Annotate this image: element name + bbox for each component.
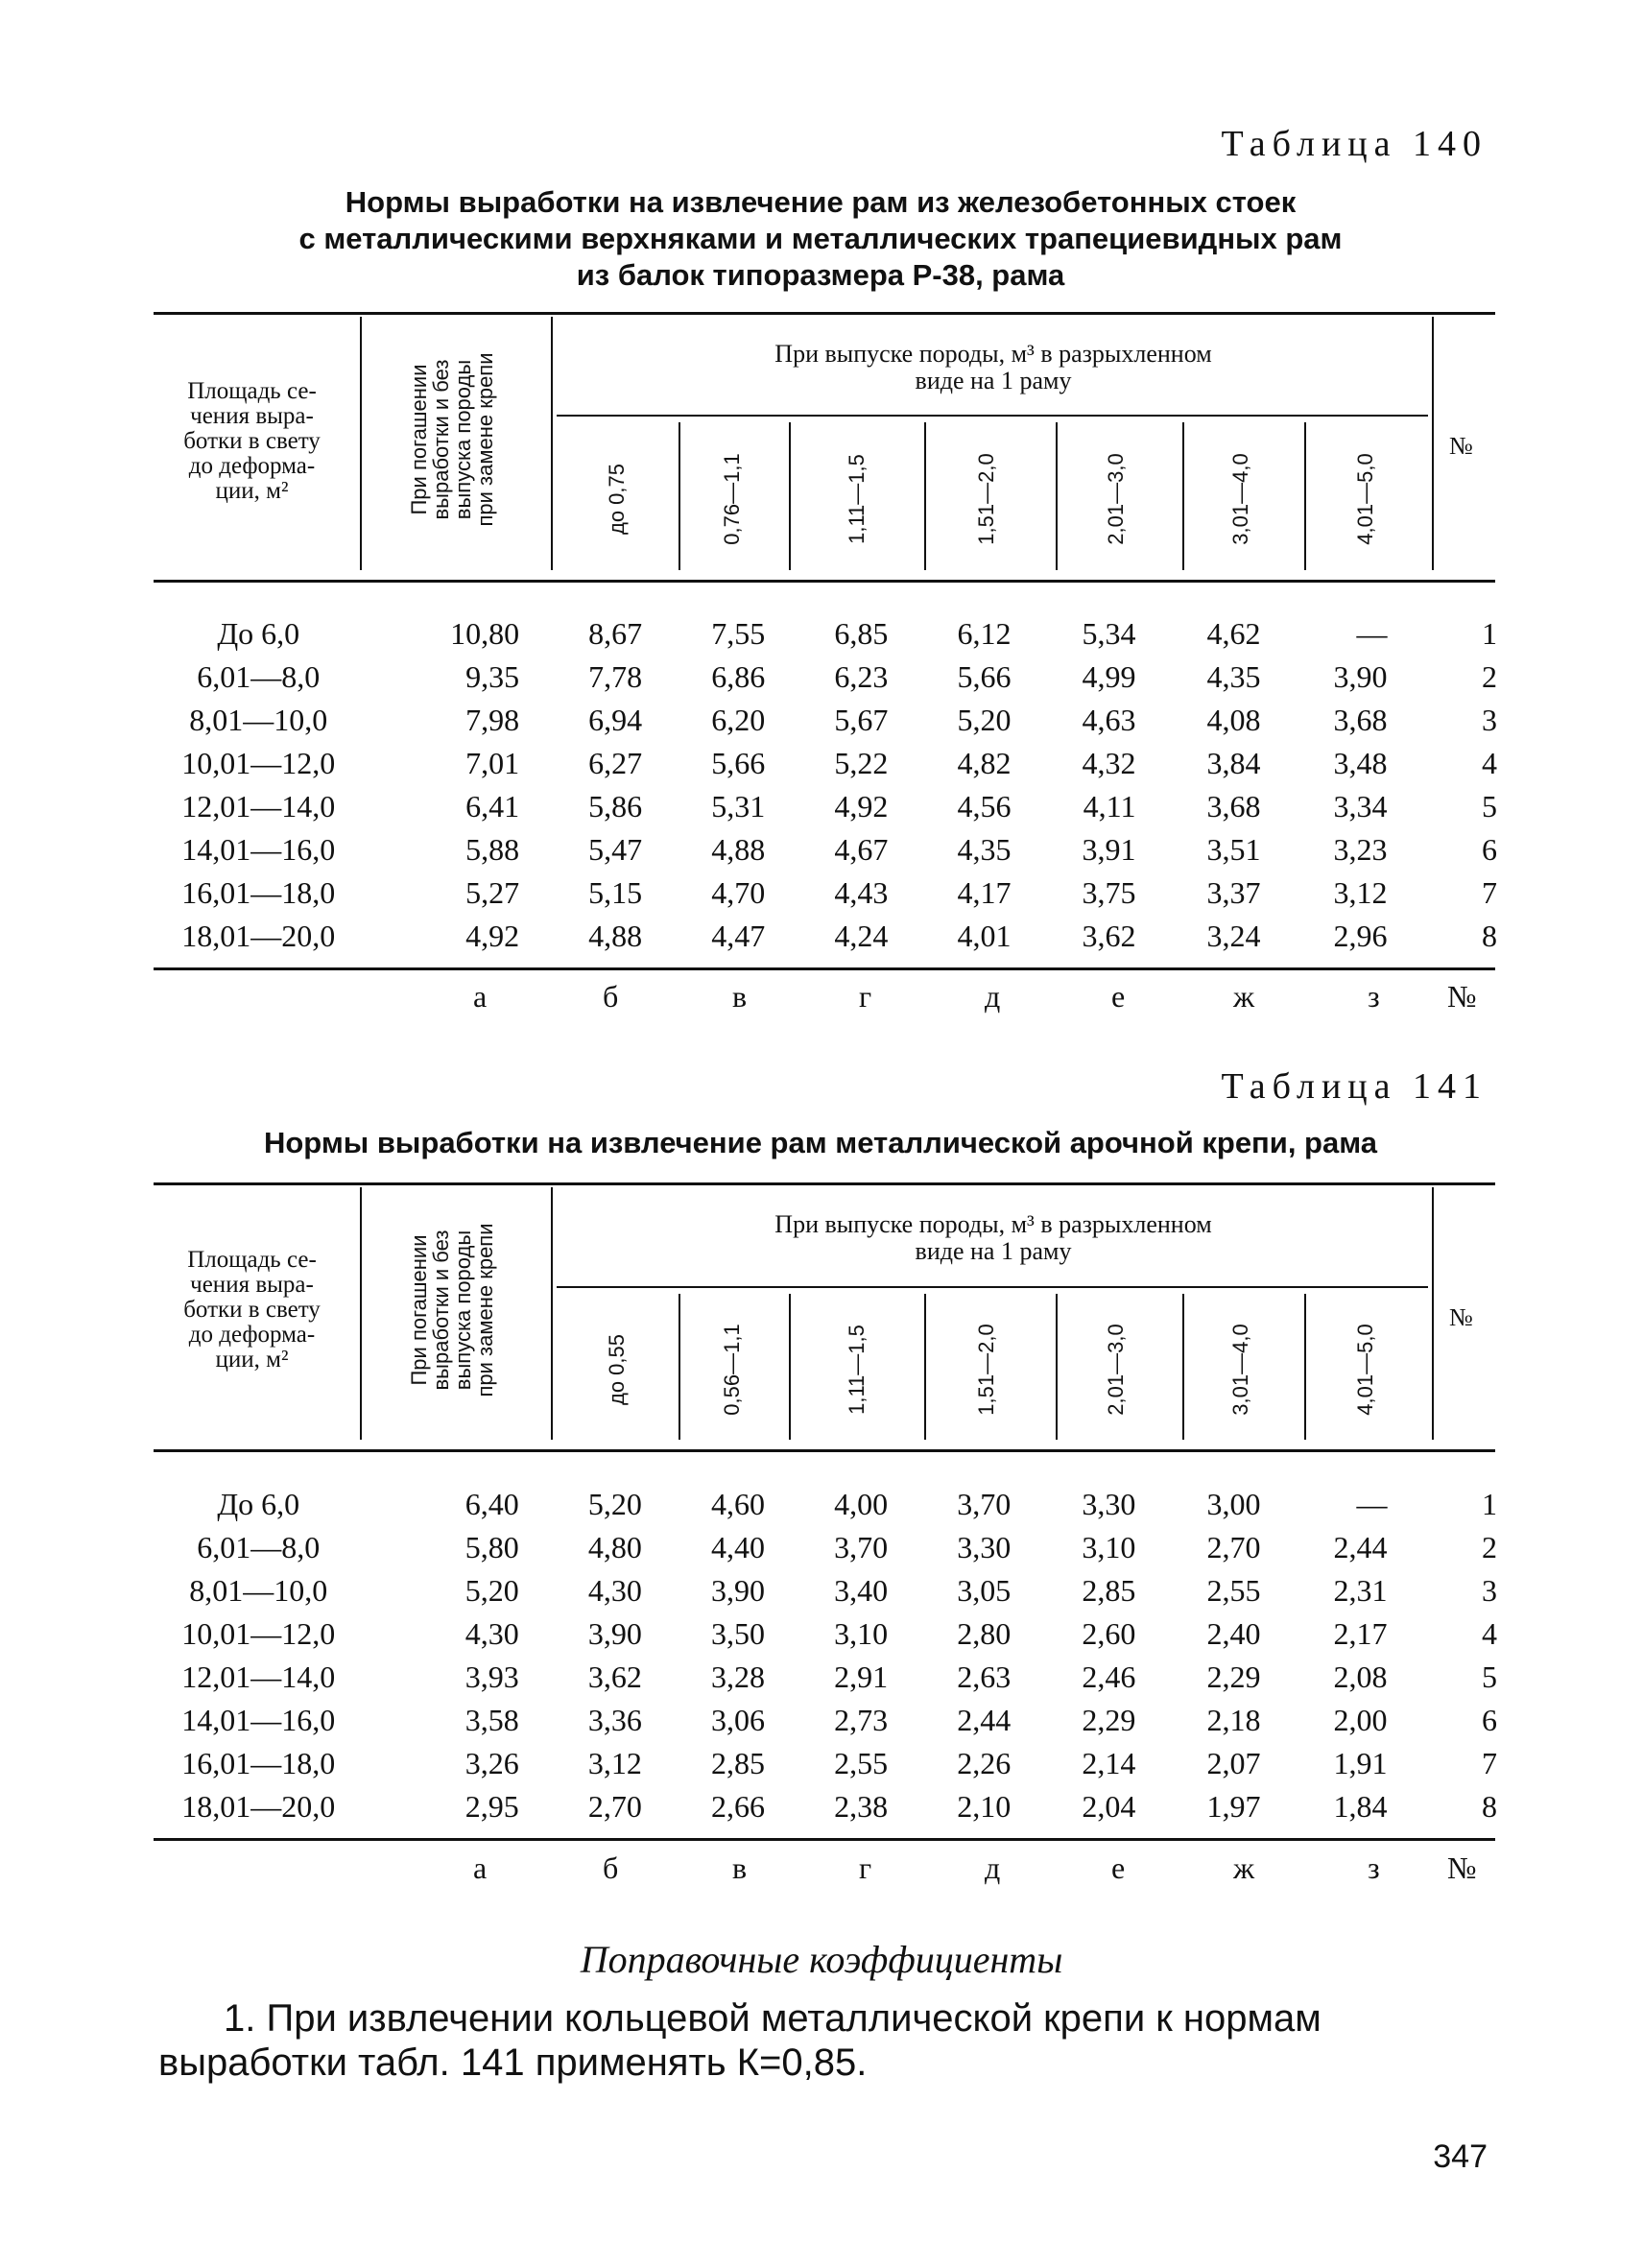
column-letter: в bbox=[732, 1850, 748, 1885]
value-cell: 4,60 bbox=[711, 1487, 766, 1521]
table-row bbox=[154, 1483, 1497, 1526]
area-cell: До 6,0 bbox=[217, 616, 300, 651]
value-cell: 4,62 bbox=[1206, 616, 1261, 651]
corrections-heading: Поправочные коэффициенты bbox=[580, 1938, 1063, 1981]
value-cell: 3,58 bbox=[464, 1703, 519, 1737]
title-line: Нормы выработки на извлечение рам металлической арочной крепи, рама bbox=[263, 1126, 1378, 1159]
col-divider bbox=[1182, 1294, 1184, 1440]
value-cell: 3,12 bbox=[1333, 875, 1388, 910]
area-header bbox=[144, 379, 360, 504]
header-line: виде на 1 раму bbox=[915, 1237, 1072, 1265]
column-letter: е bbox=[1111, 1850, 1126, 1885]
column-letter: № bbox=[1447, 979, 1477, 1014]
area-cell: До 6,0 bbox=[217, 1487, 300, 1521]
value-cell: 3,68 bbox=[1333, 703, 1388, 737]
value-cell: 3,34 bbox=[1333, 789, 1388, 824]
value-cell: 5,20 bbox=[464, 1573, 519, 1608]
value-cell: 3,24 bbox=[1206, 919, 1261, 953]
value-cell: 2,17 bbox=[1333, 1616, 1388, 1651]
value-cell: 3,30 bbox=[957, 1530, 1012, 1564]
area-cell: 8,01—10,0 bbox=[189, 1573, 328, 1608]
column-letter: г bbox=[859, 1850, 872, 1885]
value-cell: 3,90 bbox=[1333, 659, 1388, 694]
range-header: 1,51—2,0 bbox=[974, 1324, 998, 1416]
value-cell: 3,90 bbox=[587, 1616, 642, 1651]
rule bbox=[154, 312, 1495, 315]
repair-header bbox=[408, 1185, 504, 1435]
value-cell: 2,70 bbox=[587, 1789, 642, 1824]
value-cell: 4,67 bbox=[834, 832, 889, 867]
column-letter: г bbox=[859, 979, 872, 1014]
value-cell: 7,98 bbox=[465, 703, 520, 737]
col-divider bbox=[679, 422, 680, 570]
value-cell: 3,90 bbox=[711, 1573, 766, 1608]
value-cell: 5,80 bbox=[464, 1530, 519, 1564]
area-cell: 14,01—16,0 bbox=[181, 832, 336, 867]
col-divider bbox=[679, 1294, 680, 1440]
area-cell: 12,01—14,0 bbox=[181, 789, 336, 824]
value-cell: 8,67 bbox=[588, 616, 643, 651]
table-row bbox=[154, 871, 1497, 915]
value-cell: 4,80 bbox=[587, 1530, 642, 1564]
range-header: 4,01—5,0 bbox=[1353, 453, 1377, 545]
column-letter: е bbox=[1111, 979, 1126, 1014]
value-cell: 6,85 bbox=[834, 616, 889, 651]
col-divider bbox=[1056, 422, 1058, 570]
value-cell: 2,63 bbox=[957, 1659, 1012, 1694]
value-cell: 5,66 bbox=[957, 659, 1012, 694]
value-cell: 2,07 bbox=[1206, 1746, 1261, 1780]
row-number: 5 bbox=[1482, 1659, 1497, 1694]
value-cell: 3,70 bbox=[834, 1530, 889, 1564]
value-cell: 2,44 bbox=[957, 1703, 1012, 1737]
value-cell: 3,10 bbox=[1082, 1530, 1136, 1564]
value-cell: 2,80 bbox=[957, 1616, 1012, 1651]
table-row bbox=[154, 1526, 1497, 1569]
value-cell: 6,23 bbox=[834, 659, 889, 694]
row-number: 1 bbox=[1482, 616, 1497, 651]
value-cell: 2,85 bbox=[711, 1746, 766, 1780]
value-cell: 2,18 bbox=[1206, 1703, 1261, 1737]
value-cell: 4,92 bbox=[834, 789, 889, 824]
header-line: ботки в свету bbox=[183, 428, 321, 454]
area-cell: 6,01—8,0 bbox=[197, 1530, 321, 1564]
col-divider bbox=[1056, 1294, 1058, 1440]
value-cell: 7,78 bbox=[588, 659, 643, 694]
header-line: выработки и без bbox=[429, 1229, 453, 1391]
range-header: 3,01—4,0 bbox=[1228, 453, 1252, 545]
col-divider bbox=[360, 317, 362, 570]
table-140-body bbox=[154, 612, 1497, 958]
row-number: 7 bbox=[1482, 875, 1497, 910]
table-row bbox=[154, 699, 1497, 742]
range-header: 2,01—3,0 bbox=[1104, 1324, 1128, 1416]
value-cell: 4,70 bbox=[711, 875, 766, 910]
rule bbox=[154, 1182, 1495, 1185]
value-cell: 2,31 bbox=[1333, 1573, 1388, 1608]
range-header: 3,01—4,0 bbox=[1228, 1324, 1252, 1416]
value-cell: 4,17 bbox=[957, 875, 1012, 910]
row-number: 8 bbox=[1482, 1789, 1497, 1824]
table-row bbox=[154, 742, 1497, 785]
table-row bbox=[154, 1742, 1497, 1785]
column-letter: з bbox=[1368, 1850, 1380, 1885]
table-row bbox=[154, 1785, 1497, 1828]
value-cell: 5,31 bbox=[711, 789, 766, 824]
area-cell: 18,01—20,0 bbox=[181, 919, 336, 953]
header-line: при замене крепи bbox=[473, 352, 497, 527]
title-line: Нормы выработки на извлечение рам из железобетонных стоек bbox=[345, 185, 1297, 219]
value-cell: 5,67 bbox=[834, 703, 889, 737]
corrections-paragraph bbox=[158, 1996, 1497, 2085]
header-line: чения выра- bbox=[190, 1272, 314, 1298]
value-cell: 2,38 bbox=[834, 1789, 889, 1824]
header-line: ции, м² bbox=[215, 478, 289, 504]
value-cell: 2,91 bbox=[834, 1659, 889, 1694]
rule bbox=[557, 415, 1428, 417]
group-header bbox=[557, 1211, 1430, 1265]
value-cell: 2,44 bbox=[1333, 1530, 1388, 1564]
value-cell: 3,40 bbox=[834, 1573, 889, 1608]
row-number: 2 bbox=[1482, 1530, 1497, 1564]
range-header: до 0,55 bbox=[605, 1334, 629, 1406]
col-divider bbox=[1182, 422, 1184, 570]
col-divider bbox=[924, 422, 926, 570]
value-cell: 2,85 bbox=[1082, 1573, 1136, 1608]
value-cell: 6,86 bbox=[711, 659, 766, 694]
value-cell: 4,40 bbox=[711, 1530, 766, 1564]
area-cell: 14,01—16,0 bbox=[181, 1703, 336, 1737]
value-cell: 1,91 bbox=[1333, 1746, 1388, 1780]
value-cell: 2,00 bbox=[1333, 1703, 1388, 1737]
table-141-body bbox=[154, 1483, 1497, 1828]
column-letter: № bbox=[1447, 1850, 1477, 1885]
number-header: № bbox=[1449, 1303, 1473, 1331]
value-cell: 7,01 bbox=[465, 746, 520, 780]
area-cell: 16,01—18,0 bbox=[181, 875, 336, 910]
table-row bbox=[154, 785, 1497, 828]
value-cell: 4,24 bbox=[834, 919, 889, 953]
value-cell: 3,37 bbox=[1206, 875, 1261, 910]
value-cell: 4,43 bbox=[834, 875, 889, 910]
value-cell: 4,30 bbox=[587, 1573, 642, 1608]
value-cell: 4,88 bbox=[588, 919, 643, 953]
column-letter: б bbox=[603, 979, 619, 1014]
value-cell: 3,75 bbox=[1082, 875, 1136, 910]
col-divider bbox=[789, 1294, 791, 1440]
value-cell: 1,97 bbox=[1206, 1789, 1261, 1824]
value-cell: 4,82 bbox=[957, 746, 1012, 780]
value-cell: 3,28 bbox=[711, 1659, 766, 1694]
header-line: При погашении bbox=[407, 1234, 431, 1386]
value-cell: 3,93 bbox=[464, 1659, 519, 1694]
value-cell: 4,08 bbox=[1206, 703, 1261, 737]
col-divider bbox=[551, 317, 553, 570]
header-line: Площадь се- bbox=[187, 1247, 317, 1273]
row-number: 8 bbox=[1482, 919, 1497, 953]
header-line: чения выра- bbox=[190, 403, 314, 429]
value-cell: 5,15 bbox=[588, 875, 643, 910]
value-cell: 4,01 bbox=[957, 919, 1012, 953]
value-cell: 6,41 bbox=[465, 789, 520, 824]
column-letter: д bbox=[985, 979, 1001, 1014]
value-cell: 5,20 bbox=[957, 703, 1012, 737]
row-number: 2 bbox=[1482, 659, 1497, 694]
value-cell: 2,55 bbox=[1206, 1573, 1261, 1608]
header-line: до деформа- bbox=[188, 453, 316, 479]
header-line: виде на 1 раму bbox=[915, 367, 1072, 394]
col-divider bbox=[1304, 422, 1306, 570]
table-140-title bbox=[144, 184, 1497, 294]
range-header: 1,11—1,5 bbox=[845, 1325, 869, 1415]
column-letter: ж bbox=[1233, 979, 1255, 1014]
range-header: 4,01—5,0 bbox=[1353, 1324, 1377, 1416]
value-cell: 2,29 bbox=[1082, 1703, 1136, 1737]
col-divider bbox=[1432, 1187, 1434, 1440]
rule bbox=[557, 1286, 1428, 1288]
area-cell: 8,01—10,0 bbox=[189, 703, 328, 737]
value-cell: 7,55 bbox=[711, 616, 766, 651]
value-cell: 4,00 bbox=[834, 1487, 889, 1521]
row-number: 4 bbox=[1482, 746, 1497, 780]
range-header: 1,11—1,5 bbox=[845, 454, 869, 544]
value-cell: 3,68 bbox=[1206, 789, 1261, 824]
area-header bbox=[144, 1248, 360, 1373]
table-141-label: Таблица 141 bbox=[1221, 1066, 1488, 1107]
value-cell: 4,35 bbox=[957, 832, 1012, 867]
value-cell: 2,26 bbox=[957, 1746, 1012, 1780]
column-letter: д bbox=[985, 1850, 1001, 1885]
col-divider bbox=[924, 1294, 926, 1440]
value-cell: 2,14 bbox=[1082, 1746, 1136, 1780]
row-number: 6 bbox=[1482, 832, 1497, 867]
table-row bbox=[154, 915, 1497, 958]
table-row bbox=[154, 1699, 1497, 1742]
value-cell: 10,80 bbox=[450, 616, 520, 651]
value-cell: 2,95 bbox=[464, 1789, 519, 1824]
value-cell: 4,32 bbox=[1082, 746, 1136, 780]
col-divider bbox=[360, 1187, 362, 1440]
table-row bbox=[154, 1656, 1497, 1699]
header-line: ботки в свету bbox=[183, 1297, 321, 1323]
value-cell: 3,26 bbox=[464, 1746, 519, 1780]
area-cell: 6,01—8,0 bbox=[197, 659, 321, 694]
value-cell: 3,62 bbox=[1082, 919, 1136, 953]
header-line: При выпуске породы, м³ в разрыхленном bbox=[774, 340, 1212, 368]
value-cell: 4,88 bbox=[711, 832, 766, 867]
header-line: при замене крепи bbox=[473, 1223, 497, 1397]
header-line: до деформа- bbox=[188, 1322, 316, 1348]
value-cell: 3,00 bbox=[1206, 1487, 1261, 1521]
value-cell: 2,55 bbox=[834, 1746, 889, 1780]
value-cell: 6,94 bbox=[588, 703, 643, 737]
value-cell: 3,10 bbox=[834, 1616, 889, 1651]
value-cell: 6,12 bbox=[957, 616, 1012, 651]
title-line: с металлическими верхняками и металлических трапециевидных рам bbox=[298, 222, 1343, 255]
rule bbox=[154, 1838, 1495, 1841]
value-cell: 5,66 bbox=[711, 746, 766, 780]
area-cell: 10,01—12,0 bbox=[181, 746, 336, 780]
value-cell: 2,29 bbox=[1206, 1659, 1261, 1694]
value-cell: 4,56 bbox=[957, 789, 1012, 824]
value-cell: 5,88 bbox=[465, 832, 520, 867]
value-cell: 3,91 bbox=[1082, 832, 1136, 867]
table-row bbox=[154, 656, 1497, 699]
col-divider bbox=[1304, 1294, 1306, 1440]
area-cell: 18,01—20,0 bbox=[181, 1789, 336, 1824]
rule bbox=[154, 580, 1495, 583]
header-line: выпуска породы bbox=[451, 1229, 475, 1391]
value-cell: 5,34 bbox=[1082, 616, 1136, 651]
header-line: ции, м² bbox=[215, 1347, 289, 1373]
value-cell: 3,05 bbox=[957, 1573, 1012, 1608]
value-cell: 6,40 bbox=[464, 1487, 519, 1521]
group-header bbox=[557, 341, 1430, 394]
header-line: При выпуске породы, м³ в разрыхленном bbox=[774, 1210, 1212, 1238]
value-cell: 4,63 bbox=[1082, 703, 1136, 737]
title-line: из балок типоразмера Р-38, рама bbox=[576, 258, 1065, 292]
column-letter: ж bbox=[1233, 1850, 1255, 1885]
page-number: 347 bbox=[1433, 2138, 1488, 2175]
value-cell: 3,12 bbox=[587, 1746, 642, 1780]
table-row bbox=[154, 828, 1497, 871]
range-header: 1,51—2,0 bbox=[974, 453, 998, 545]
value-cell: 5,86 bbox=[588, 789, 643, 824]
col-divider bbox=[789, 422, 791, 570]
value-cell: 3,06 bbox=[711, 1703, 766, 1737]
value-cell: 3,84 bbox=[1206, 746, 1261, 780]
value-cell: 3,70 bbox=[957, 1487, 1012, 1521]
table-141-title bbox=[144, 1125, 1497, 1161]
column-letter: б bbox=[603, 1850, 619, 1885]
value-cell: 3,23 bbox=[1333, 832, 1388, 867]
value-cell: 2,73 bbox=[834, 1703, 889, 1737]
value-cell: 5,27 bbox=[465, 875, 520, 910]
value-cell: 2,66 bbox=[711, 1789, 766, 1824]
area-cell: 16,01—18,0 bbox=[181, 1746, 336, 1780]
value-cell: 3,36 bbox=[587, 1703, 642, 1737]
value-cell: 2,70 bbox=[1206, 1530, 1261, 1564]
value-cell: 5,47 bbox=[588, 832, 643, 867]
rule bbox=[154, 1449, 1495, 1452]
area-cell: 12,01—14,0 bbox=[181, 1659, 336, 1694]
column-letter: а bbox=[473, 1850, 488, 1885]
value-cell: 2,08 bbox=[1333, 1659, 1388, 1694]
area-cell: 10,01—12,0 bbox=[181, 1616, 336, 1651]
range-header: 0,76—1,1 bbox=[720, 453, 744, 545]
value-cell: 2,40 bbox=[1206, 1616, 1261, 1651]
column-letter: а bbox=[473, 979, 488, 1014]
col-divider bbox=[551, 1187, 553, 1440]
repair-header bbox=[408, 315, 504, 564]
table-row bbox=[154, 612, 1497, 656]
number-header: № bbox=[1449, 432, 1473, 460]
value-cell: 3,62 bbox=[587, 1659, 642, 1694]
col-divider bbox=[1432, 317, 1434, 570]
table-row bbox=[154, 1612, 1497, 1656]
value-cell: 6,27 bbox=[588, 746, 643, 780]
value-cell: 3,30 bbox=[1082, 1487, 1136, 1521]
value-cell: 6,20 bbox=[711, 703, 766, 737]
range-header: 2,01—3,0 bbox=[1104, 453, 1128, 545]
value-cell: 2,04 bbox=[1082, 1789, 1136, 1824]
range-header: 0,56—1,1 bbox=[720, 1324, 744, 1416]
value-cell: — bbox=[1356, 1487, 1388, 1521]
value-cell: 5,22 bbox=[834, 746, 889, 780]
paragraph-line: выработки табл. 141 применять К=0,85. bbox=[158, 2041, 868, 2084]
value-cell: 4,99 bbox=[1082, 659, 1136, 694]
row-number: 4 bbox=[1482, 1616, 1497, 1651]
value-cell: 4,11 bbox=[1083, 789, 1136, 824]
header-line: Площадь се- bbox=[187, 378, 317, 404]
value-cell: 3,50 bbox=[711, 1616, 766, 1651]
table-140-label: Таблица 140 bbox=[1221, 124, 1488, 164]
value-cell: 4,92 bbox=[465, 919, 520, 953]
paragraph-line: 1. При извлечении кольцевой металлической крепи к нормам bbox=[224, 1997, 1322, 2040]
value-cell: 9,35 bbox=[465, 659, 520, 694]
header-line: выпуска породы bbox=[451, 359, 475, 520]
row-number: 5 bbox=[1482, 789, 1497, 824]
row-number: 3 bbox=[1482, 1573, 1497, 1608]
value-cell: 2,46 bbox=[1082, 1659, 1136, 1694]
column-letter: з bbox=[1368, 979, 1380, 1014]
row-number: 1 bbox=[1482, 1487, 1497, 1521]
value-cell: 2,60 bbox=[1082, 1616, 1136, 1651]
row-number: 3 bbox=[1482, 703, 1497, 737]
value-cell: — bbox=[1356, 616, 1388, 651]
value-cell: 5,20 bbox=[587, 1487, 642, 1521]
value-cell: 2,10 bbox=[957, 1789, 1012, 1824]
value-cell: 4,35 bbox=[1206, 659, 1261, 694]
value-cell: 2,96 bbox=[1333, 919, 1388, 953]
header-line: выработки и без bbox=[429, 359, 453, 520]
value-cell: 3,48 bbox=[1333, 746, 1388, 780]
value-cell: 1,84 bbox=[1333, 1789, 1388, 1824]
table-row bbox=[154, 1569, 1497, 1612]
range-header: до 0,75 bbox=[605, 464, 629, 536]
value-cell: 4,30 bbox=[464, 1616, 519, 1651]
header-line: При погашении bbox=[407, 364, 431, 515]
row-number: 7 bbox=[1482, 1746, 1497, 1780]
value-cell: 4,47 bbox=[711, 919, 766, 953]
column-letter: в bbox=[732, 979, 748, 1014]
row-number: 6 bbox=[1482, 1703, 1497, 1737]
rule bbox=[154, 967, 1495, 970]
value-cell: 3,51 bbox=[1206, 832, 1261, 867]
